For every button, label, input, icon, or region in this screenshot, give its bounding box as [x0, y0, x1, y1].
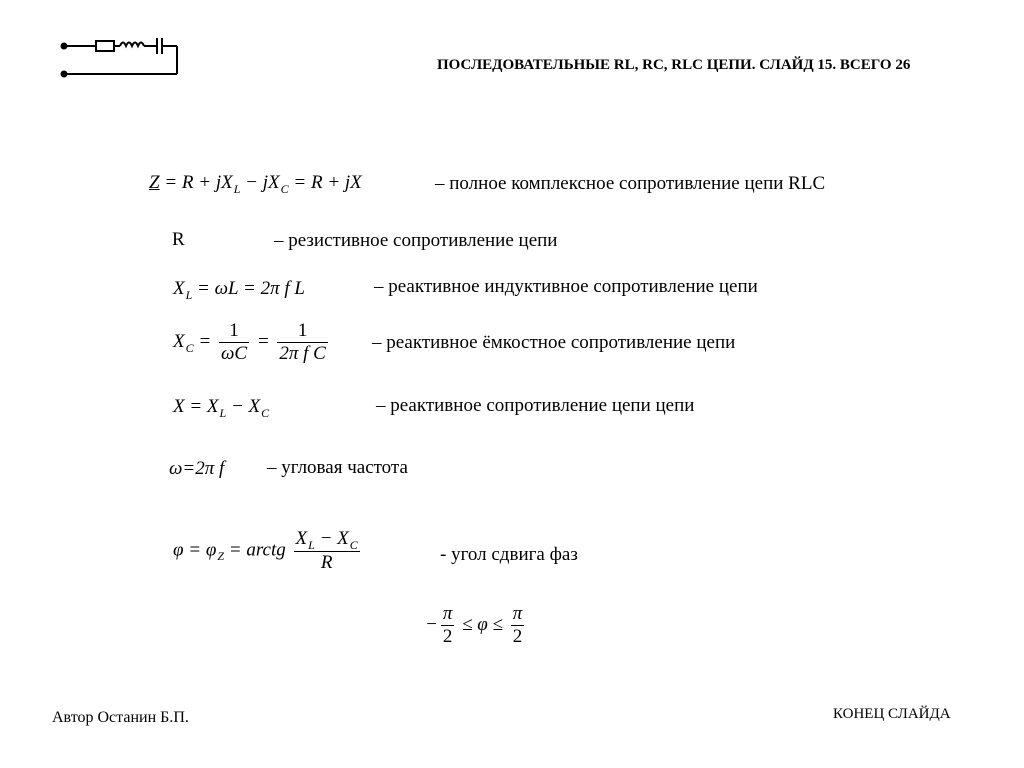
symbol-r: R: [172, 229, 185, 250]
formula-xc: $X_C$ = $\frac{1}{\omega C}$ = $\frac{1}{\text{2π f C}}$: [173, 320, 326, 364]
author-label: Автор Останин Б.П.: [52, 709, 189, 726]
formula-phi-range: − $\frac{\pi}{2}$ ≤ φ ≤ $\frac{\pi}{2}$: [425, 603, 523, 647]
desc-z: – полное комплексное сопротивление цепи RLC: [435, 173, 826, 194]
formula-xl: $X_L = \omega L = 2\pi$ f L: [173, 278, 305, 302]
formula-z: $Z = R + jX_L - jX_C = R$ + jX: [149, 172, 362, 196]
desc-omega: – угловая частота: [267, 457, 408, 478]
desc-r: – резистивное сопротивление цепи: [274, 230, 558, 251]
desc-xl: – реактивное индуктивное сопротивление цепи: [374, 276, 758, 297]
slide-title: ПОСЛЕДОВАТЕЛЬНЫЕ RL, RC, RLC ЦЕПИ. СЛАЙД 15. ВСЕГО 26: [437, 57, 911, 73]
formula-omega: ω=2π f: [169, 458, 225, 479]
formula-x: $X = X_L - X_C$: [173, 396, 270, 420]
desc-xc: – реактивное ёмкостное сопротивление цепи: [372, 332, 736, 353]
end-slide-label: КОНЕЦ СЛАЙДА: [833, 706, 951, 722]
circuit-logo-icon: [56, 34, 186, 82]
formula-phi: $\varphi = \varphi_Z$ = arctg $\frac{X_L - X_C}{R}$: [173, 528, 358, 573]
desc-phi: - угол сдвига фаз: [440, 544, 578, 565]
desc-x: – реактивное сопротивление цепи цепи: [376, 395, 695, 416]
